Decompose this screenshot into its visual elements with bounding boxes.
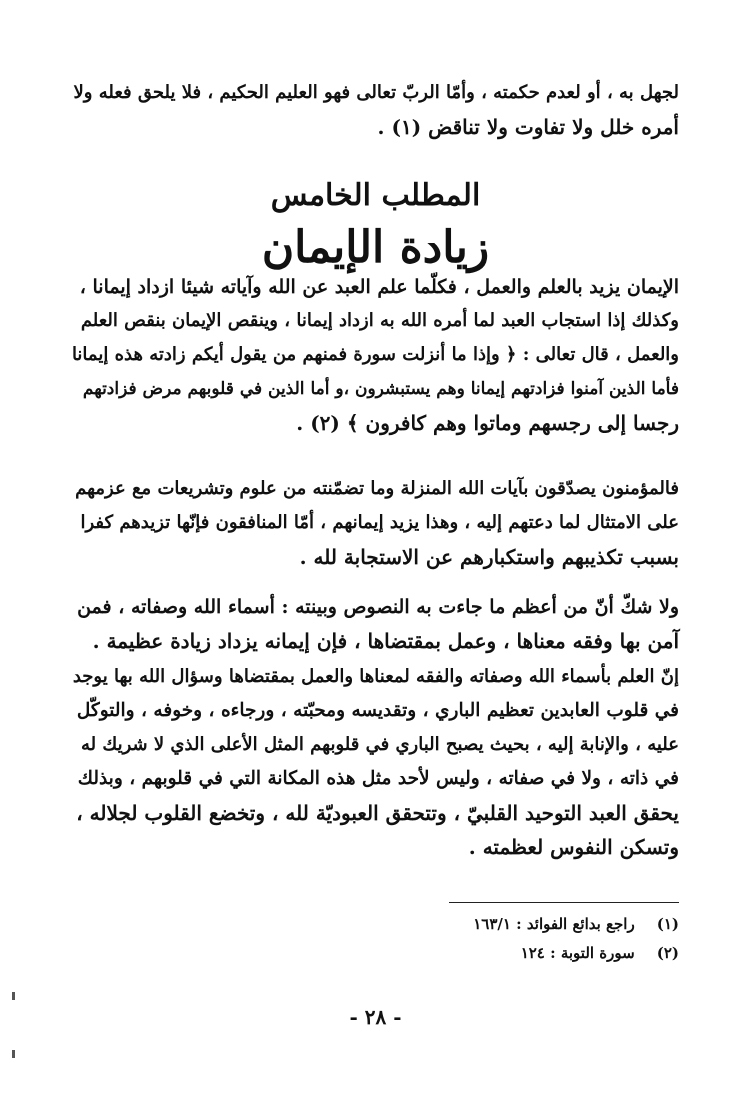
paragraph-2 bbox=[71, 270, 679, 440]
text-line: يحقق العبد التوحيد القلبيّ ، وتتحقق العبوديّة لله ، وتخضع القلوب لجلاله ، bbox=[76, 801, 679, 825]
text-line: في ذاته ، ولا في صفاته ، وليس لأحد مثل هذه المكانة التي في قلوبهم ، وبذلك bbox=[77, 768, 679, 789]
footnote bbox=[349, 910, 679, 939]
page-number: - ٢٨ - bbox=[349, 1005, 402, 1029]
footnote-divider bbox=[449, 902, 679, 903]
text-line: أمره خلل ولا تفاوت ولا تناقض (١) . bbox=[377, 115, 679, 139]
text-line: في قلوب العابدين تعظيم الباري ، وتقديسه ومحبّته ، ورجاءه ، وخوفه ، والتوكّل bbox=[76, 700, 679, 721]
text-line: لجهل به ، أو لعدم حكمته ، وأمّا الربّ تعالى فهو العليم الحكيم ، فلا يلحق فعله ولا bbox=[73, 82, 679, 103]
text-line: فالمؤمنون يصدّقون بآيات الله المنزلة وما تضمّنته من علوم وتشريعات مع عزمهم bbox=[75, 478, 679, 499]
paragraph-3 bbox=[71, 472, 679, 574]
text-line: رجسا إلى رجسهم وماتوا وهم كافرون ﴾ (٢) . bbox=[296, 411, 679, 435]
footnote-text: سورة التوبة : ١٢٤ bbox=[520, 944, 635, 962]
text-line: آمن بها وفقه معناها ، وعمل بمقتضاها ، فإن إيمانه يزداد زيادة عظيمة . bbox=[92, 629, 679, 653]
footnote-number: (١) bbox=[656, 915, 679, 933]
footnotes bbox=[349, 910, 679, 968]
text-line: والعمل ، قال تعالى : ﴿ وإذا ما أنزلت سورة فمنهم من يقول أيكم زادته هذه إيمانا bbox=[71, 344, 679, 365]
footnote bbox=[349, 939, 679, 968]
scan-mark bbox=[12, 992, 15, 1000]
text-line: الإيمان يزيد بالعلم والعمل ، فكلّما علم العبد عن الله وآياته شيئا ازداد إيمانا ، bbox=[79, 276, 679, 298]
paragraph-top bbox=[71, 76, 679, 144]
text-line: عليه ، والإنابة إليه ، بحيث يصبح الباري في قلوبهم المثل الأعلى الذي لا شريك له bbox=[81, 734, 679, 755]
footnote-text: راجع بدائع الفوائد : ١٦٣/١ bbox=[473, 915, 635, 933]
text-line: وكذلك إذا استجاب العبد لما أمره الله به ازداد إيمانا ، وينقص الإيمان بنقص العلم bbox=[80, 310, 679, 331]
section-title: المطلب الخامس bbox=[270, 178, 481, 213]
paragraph-5 bbox=[71, 660, 679, 864]
text-line: ولا شكّ أنّ من أعظم ما جاءت به النصوص وبينته : أسماء الله وصفاته ، فمن bbox=[77, 596, 679, 618]
text-line: على الامتثال لما دعتهم إليه ، وهذا يزيد إيمانهم ، أمّا المنافقون فإنّها تزيدهم كفرا bbox=[80, 512, 679, 533]
text-line: وتسكن النفوس لعظمته . bbox=[468, 835, 679, 859]
section-subtitle: زيادة الإيمان bbox=[261, 222, 490, 273]
text-line: فأما الذين آمنوا فزادتهم إيمانا وهم يستبشرون ،و أما الذين في قلوبهم مرض فزادتهم bbox=[82, 379, 679, 399]
text-line: إنّ العلم بأسماء الله وصفاته والفقه لمعناها والعمل بمقتضاها وسؤال الله بها يوجد bbox=[72, 666, 679, 687]
footnote-number: (٢) bbox=[656, 944, 679, 962]
scan-mark bbox=[12, 1050, 15, 1058]
paragraph-4 bbox=[71, 590, 679, 658]
text-line: بسبب تكذيبهم واستكبارهم عن الاستجابة لله . bbox=[299, 545, 679, 569]
